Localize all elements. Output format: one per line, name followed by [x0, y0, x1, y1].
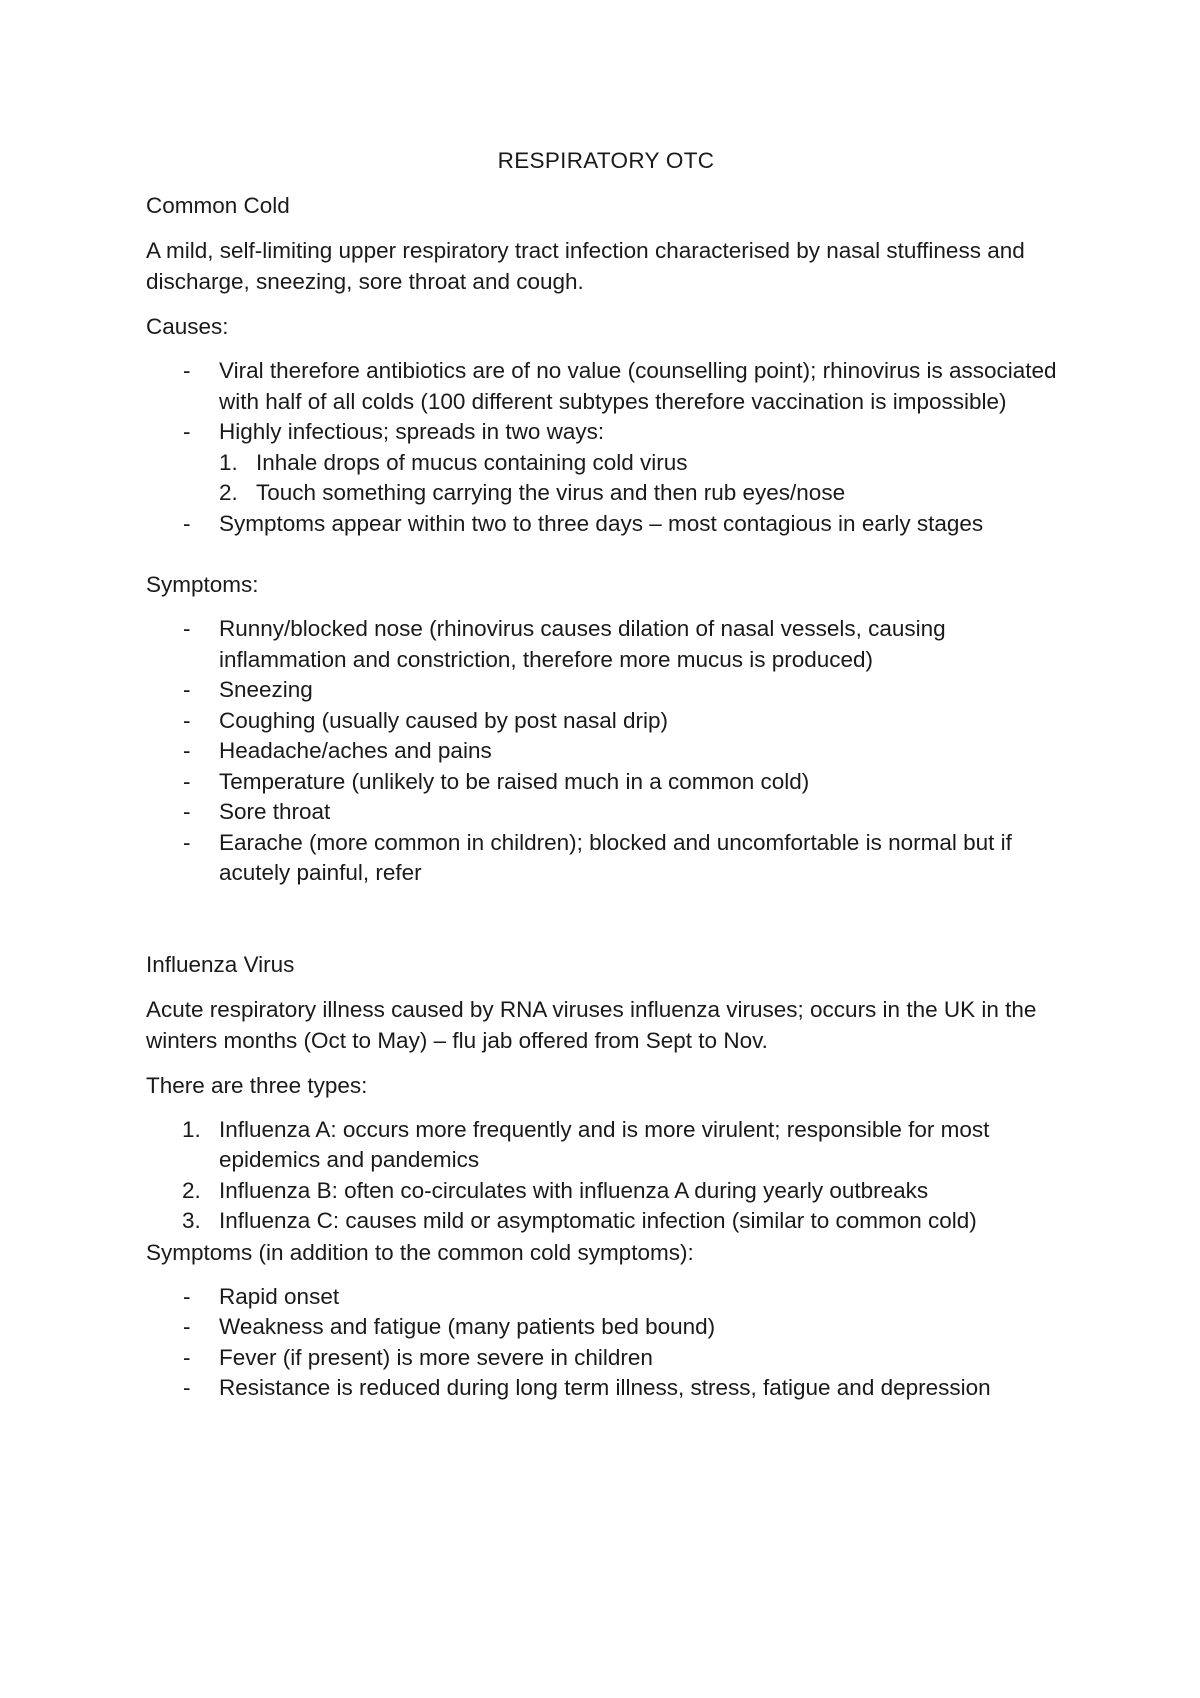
list-item: - Temperature (unlikely to be raised much in a common cold)	[146, 767, 1066, 798]
dash-marker: -	[183, 738, 191, 763]
list-item: - Weakness and fatigue (many patients bed bound)	[146, 1312, 1066, 1343]
section-heading-influenza: Influenza Virus	[146, 951, 295, 977]
list-item: - Highly infectious; spreads in two ways:	[146, 417, 1066, 448]
section-heading-common-cold: Common Cold	[146, 193, 290, 218]
dash-marker: -	[183, 1283, 191, 1309]
number-marker: 2.	[219, 480, 238, 505]
dash-marker: -	[183, 799, 191, 824]
list-item: - Fever (if present) is more severe in children	[146, 1343, 1066, 1374]
common-cold-definition: A mild, self-limiting upper respiratory tract infection characterised by nasal stuffiness and discharge, sneezing, sore throat and cough.	[146, 238, 1025, 294]
dash-marker: -	[183, 616, 191, 641]
causes-list-continued	[146, 509, 1066, 540]
list-item: - Resistance is reduced during long term illness, stress, fatigue and depression	[146, 1373, 1066, 1404]
number-marker: 1.	[219, 449, 238, 475]
list-item: - Coughing (usually caused by post nasal drip)	[146, 706, 1066, 737]
list-item: 2. Influenza B: often co-circulates with influenza A during yearly outbreaks	[146, 1176, 1066, 1207]
list-item: - Viral therefore antibiotics are of no value (counselling point); rhinovirus is associated with half of all colds (100 different subtypes therefore vaccination is impossible)	[183, 358, 1057, 414]
page-title: RESPIRATORY OTC	[497, 148, 715, 173]
list-item: - Sneezing	[146, 675, 1066, 706]
spread-ways-list	[146, 448, 1066, 509]
influenza-symptoms-heading: Symptoms (in addition to the common cold symptoms):	[146, 1239, 694, 1265]
dash-marker: -	[183, 358, 191, 383]
symptoms-heading: Symptoms:	[146, 572, 259, 597]
influenza-symptoms-list	[146, 1282, 1066, 1404]
number-marker: 2.	[182, 1177, 201, 1203]
list-item: 2. Touch something carrying the virus and then rub eyes/nose	[146, 478, 1066, 509]
number-marker: 3.	[182, 1208, 201, 1233]
number-marker: 1.	[182, 1116, 201, 1142]
influenza-types-list	[146, 1115, 1066, 1237]
causes-heading: Causes:	[146, 314, 229, 339]
list-item: - Rapid onset	[146, 1282, 1066, 1313]
list-item: 1. Inhale drops of mucus containing cold virus	[146, 448, 1066, 479]
dash-marker: -	[183, 768, 191, 794]
list-item: - Runny/blocked nose (rhinovirus causes dilation of nasal vessels, causing inflammation and constriction, therefore more mucus is produced)	[183, 616, 946, 672]
list-item: - Earache (more common in children); blocked and uncomfortable is normal but if acutely painful, refer	[183, 829, 1012, 885]
document-page	[146, 146, 1066, 1404]
list-item: - Headache/aches and pains	[146, 736, 1066, 767]
dash-marker: -	[183, 1344, 191, 1370]
dash-marker: -	[183, 677, 191, 702]
cold-symptoms-list	[146, 614, 1066, 889]
influenza-definition: Acute respiratory illness caused by RNA viruses influenza viruses; occurs in the UK in the winters months (Oct to May) – flu jab offered from Sept to Nov.	[146, 996, 1037, 1053]
list-item: - Sore throat	[146, 797, 1066, 828]
list-item: - Symptoms appear within two to three days – most contagious in early stages	[146, 509, 1066, 540]
dash-marker: -	[183, 829, 191, 855]
dash-marker: -	[183, 1314, 191, 1339]
types-heading: There are three types:	[146, 1072, 368, 1098]
dash-marker: -	[183, 707, 191, 733]
list-item: 1. Influenza A: occurs more frequently and is more virulent; responsible for most epidemics and pandemics	[182, 1116, 990, 1172]
list-item: 3. Influenza C: causes mild or asymptomatic infection (similar to common cold)	[146, 1206, 1066, 1237]
dash-marker: -	[183, 419, 191, 444]
dash-marker: -	[183, 1375, 191, 1400]
causes-list	[146, 356, 1066, 448]
dash-marker: -	[183, 510, 191, 536]
